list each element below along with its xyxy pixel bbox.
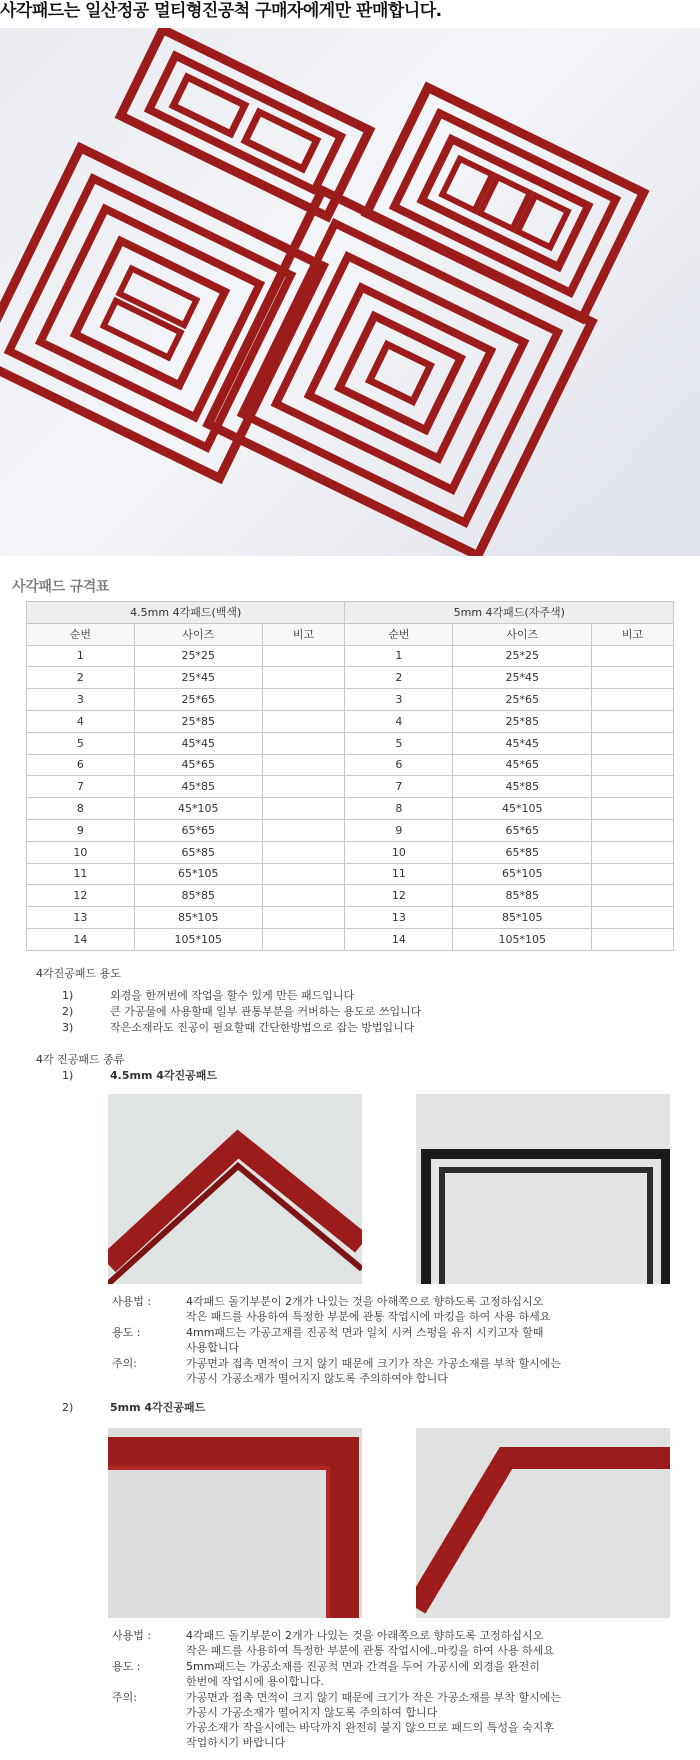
cell-no: 8 [27,798,135,820]
cell-size: 85*85 [453,885,592,907]
cell-size: 45*45 [134,732,262,754]
table-row [27,645,674,667]
cell-no: 9 [345,819,453,841]
cell-no: 10 [27,841,135,863]
type2-photo-corner-right [416,1428,670,1618]
type2-method-line: 작은 패드를 사용하여 특정한 부분에 관통 작업시에..마킹을 하여 사용 하세요 [186,1644,554,1657]
cell-size: 45*105 [134,798,262,820]
cell-note [592,885,674,907]
type1-photo-red-corner [108,1094,362,1284]
types-title: 4각 진공패드 종류 [36,1053,125,1066]
pad-group-bottom-right [208,190,592,555]
type1-use-line: 4mm패드는 가공고재를 진공척 면과 일치 시켜 스펑을 유지 시키고자 할때 [186,1326,544,1339]
table-row [27,732,674,754]
type1-name: 4.5mm 4각진공패드 [110,1069,218,1082]
cell-size: 65*85 [134,841,262,863]
cell-size: 45*45 [453,732,592,754]
cell-no: 14 [345,928,453,950]
cell-size: 25*25 [453,645,592,667]
type2-use-line: 한번에 작업시에 용이합니다. [186,1675,325,1688]
table-row [27,710,674,732]
table-row [27,928,674,950]
usage-num: 2) [62,1005,74,1018]
cell-no: 6 [27,754,135,776]
cell-no: 13 [27,907,135,929]
cell-note [262,689,345,711]
cell-note [262,841,345,863]
cell-size: 25*85 [134,710,262,732]
table-row [27,754,674,776]
table-row [27,841,674,863]
cell-note [592,841,674,863]
col-note: 비고 [262,623,345,645]
cell-size: 45*65 [134,754,262,776]
table-row [27,863,674,885]
cell-no: 3 [345,689,453,711]
cell-size: 45*105 [453,798,592,820]
cell-size: 45*85 [134,776,262,798]
cell-no: 4 [345,710,453,732]
cell-note [592,754,674,776]
cell-size: 65*65 [134,819,262,841]
table-row [27,907,674,929]
type1-caution-line: 가공시 가공소재가 떨어지지 않도록 주의하여야 합니다 [186,1372,448,1385]
group-header-white: 4.5mm 4각패드(백색) [27,602,345,624]
cell-note [262,819,345,841]
type2-caution-line: 가공면과 접촉 면적이 크지 않기 때문에 크기가 작은 가공소재를 부착 할시에는 [186,1691,561,1704]
cell-note [592,819,674,841]
type1-use-line: 사용합니다 [186,1341,240,1354]
cell-no: 9 [27,819,135,841]
cell-no: 6 [345,754,453,776]
type1-method-line: 4각패드 돌기부분이 2개가 나있는 것을 아해쪽으로 향하도록 고정하십시오 [186,1295,544,1308]
cell-note [592,667,674,689]
cell-size: 85*105 [453,907,592,929]
cell-note [262,645,345,667]
cell-size: 105*105 [134,928,262,950]
cell-no: 1 [27,645,135,667]
spec-table-title: 사각패드 규격표 [12,579,110,595]
cell-note [262,667,345,689]
type2-caution-line: 작업하시기 바랍니다 [186,1736,286,1749]
usage-title: 4각진공패드 용도 [36,967,121,980]
type1-photo-black-frame [416,1094,670,1284]
table-row [27,689,674,711]
cell-size: 25*85 [453,710,592,732]
cell-note [262,732,345,754]
cell-size: 45*65 [453,754,592,776]
usage-num: 1) [62,989,74,1002]
table-row [27,776,674,798]
table-row [27,819,674,841]
type1-caution-label: 주의: [112,1357,137,1370]
type2-photo-corner-left [108,1428,362,1618]
type2-use-label: 용도 : [112,1660,141,1673]
col-size: 사이즈 [453,623,592,645]
cell-note [262,754,345,776]
cell-no: 1 [345,645,453,667]
cell-size: 85*85 [134,885,262,907]
type2-caution-label: 주의: [112,1691,137,1704]
cell-size: 65*85 [453,841,592,863]
cell-note [592,798,674,820]
type1-use-label: 용도 : [112,1326,141,1339]
cell-no: 7 [27,776,135,798]
table-row [27,885,674,907]
cell-size: 25*25 [134,645,262,667]
usage-text: 작은소재라도 진공이 필요할때 간단한방법으로 잡는 방법입니다 [110,1021,415,1034]
cell-no: 12 [345,885,453,907]
cell-note [262,863,345,885]
cell-note [262,928,345,950]
type2-method-label: 사용법 : [112,1629,152,1642]
cell-no: 13 [345,907,453,929]
type2-name: 5mm 4각진공패드 [110,1401,206,1414]
type2-method-line: 4각패드 돌기부분이 2개가 나있는 것을 아래쪽으로 향하도록 고정하십시오 [186,1629,544,1642]
spec-table [26,601,674,951]
type1-num: 1) [62,1069,74,1082]
cell-size: 65*65 [453,819,592,841]
col-note: 비고 [592,623,674,645]
cell-size: 105*105 [453,928,592,950]
group-header-purple: 5mm 4각패드(자주색) [345,602,674,624]
type2-caution-line: 가공소재가 작을시에는 바닥까지 완전히 붙지 않으므로 패드의 특성을 숙지후 [186,1721,555,1734]
cell-no: 11 [27,863,135,885]
cell-no: 7 [345,776,453,798]
cell-note [262,798,345,820]
cell-no: 8 [345,798,453,820]
cell-size: 85*105 [134,907,262,929]
cell-no: 2 [27,667,135,689]
cell-size: 65*105 [134,863,262,885]
col-no: 순번 [27,623,135,645]
usage-text: 외경을 한꺼번에 작업을 할수 있게 만든 패드입니다 [110,989,355,1002]
cell-note [592,710,674,732]
cell-no: 14 [27,928,135,950]
cell-note [592,645,674,667]
usage-num: 3) [62,1021,74,1034]
cell-no: 4 [27,710,135,732]
type2-caution-line: 가공시 가공소재가 떨어지지 않도록 주의하여 합니다 [186,1706,438,1719]
cell-no: 2 [345,667,453,689]
cell-note [592,863,674,885]
cell-note [592,689,674,711]
type1-method-line: 작은 패드를 사용하여 특정한 부분에 관통 작업시에 마킹을 하여 사용 하세요 [186,1310,551,1323]
cell-no: 3 [27,689,135,711]
cell-no: 12 [27,885,135,907]
cell-size: 45*85 [453,776,592,798]
col-no: 순번 [345,623,453,645]
cell-size: 25*65 [453,689,592,711]
hero-pads-photo [0,28,700,556]
table-row [27,667,674,689]
type2-num: 2) [62,1401,74,1414]
usage-text: 큰 가공물에 사용할때 일부 관통부분을 커버하는 용도로 쓰입니다 [110,1005,422,1018]
cell-note [592,732,674,754]
type1-method-label: 사용법 : [112,1295,152,1308]
cell-note [262,885,345,907]
type2-use-line: 5mm패드는 가공소재를 진공척 면과 간격을 두어 가공시에 외경을 완전히 [186,1660,540,1673]
cell-size: 25*45 [134,667,262,689]
cell-note [262,776,345,798]
cell-no: 5 [27,732,135,754]
type1-caution-line: 가공면과 접촉 면적이 크지 않기 때문에 크기가 작은 가공소재를 부착 할시에는 [186,1357,561,1370]
cell-no: 5 [345,732,453,754]
col-size: 사이즈 [134,623,262,645]
cell-note [592,928,674,950]
cell-note [592,907,674,929]
cell-note [592,776,674,798]
cell-size: 25*65 [134,689,262,711]
table-row [27,798,674,820]
cell-size: 25*45 [453,667,592,689]
cell-note [262,907,345,929]
cell-size: 65*105 [453,863,592,885]
page-headline: 사각패드는 일산정공 멀티형진공척 구매자에게만 판매합니다. [0,1,442,21]
cell-note [262,710,345,732]
cell-no: 11 [345,863,453,885]
cell-no: 10 [345,841,453,863]
